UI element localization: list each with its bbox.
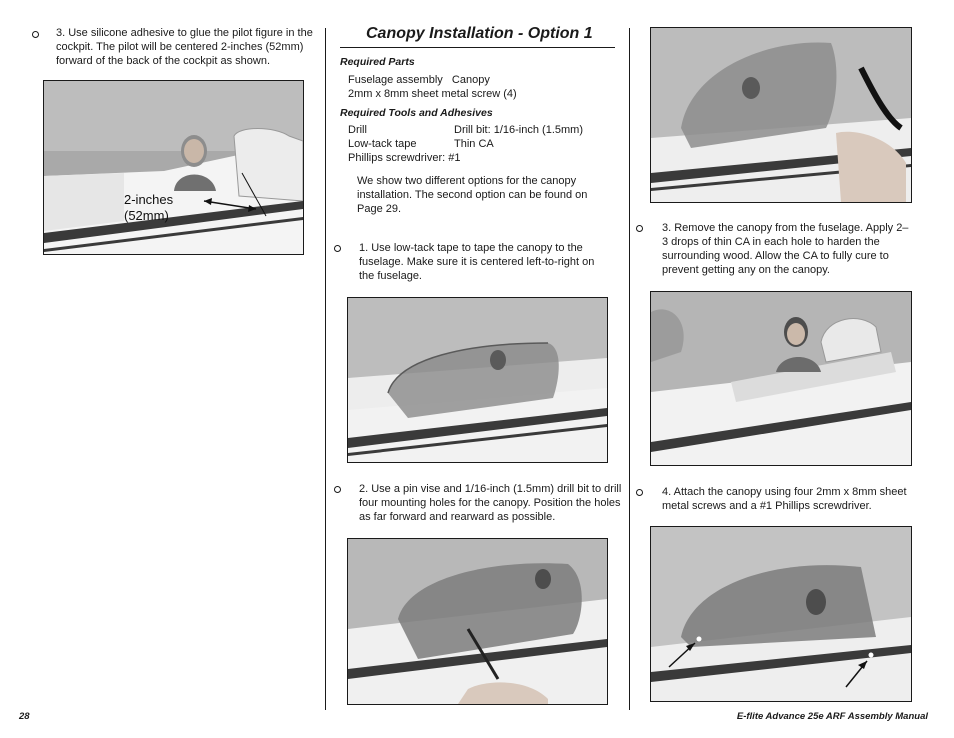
photo-canopy-taped (347, 297, 608, 463)
photo-ca-applied (650, 291, 912, 466)
manual-title: E-flite Advance 25e ARF Assembly Manual (736, 711, 928, 722)
column-divider-left (325, 28, 326, 710)
photo-canopy-drilled-top (650, 27, 912, 203)
tool-left: Drill (348, 124, 367, 136)
right-step-4: 4. Attach the canopy using four 2mm x 8mm sheet metal screws and a #1 Phillips screwdriver. (662, 486, 907, 512)
left-step-3: 3. Use silicone adhesive to glue the pilot figure in the cockpit. The pilot will be centered 2-inches (52mm) forward of the back of the cockpit as shown. (56, 27, 313, 67)
middle-step-1: 1. Use low-tack tape to tape the canopy to the fuselage. Make sure it is centered left-to-right on the fuselage. (359, 242, 595, 282)
middle-step-2: 2. Use a pin vise and 1/16-inch (1.5mm) drill bit to drill four mounting holes for the canopy. Position the holes as far forward and rearward as possible. (359, 483, 622, 523)
tool-right: Drill bit: 1/16-inch (1.5mm) (454, 124, 583, 136)
tool-left: Low-tack tape (348, 138, 417, 150)
page-number: 28 (19, 711, 30, 722)
intro-text: We show two different options for the canopy installation. The second option can be found on Page 29. (357, 175, 588, 215)
parts-item: 2mm x 8mm sheet metal screw (4) (348, 88, 517, 100)
checkbox-bullet[interactable] (636, 489, 643, 496)
checkbox-bullet[interactable] (636, 225, 643, 232)
required-parts-label: Required Parts (340, 56, 415, 68)
checkbox-bullet[interactable] (32, 31, 39, 38)
column-divider-right (629, 28, 630, 710)
tool-right: Thin CA (454, 138, 494, 150)
parts-item: Fuselage assembly Canopy (348, 74, 490, 86)
section-title: Canopy Installation - Option 1 (366, 25, 593, 42)
checkbox-bullet[interactable] (334, 486, 341, 493)
tool-left: Phillips screwdriver: #1 (348, 152, 461, 164)
checkbox-bullet[interactable] (334, 245, 341, 252)
photo-canopy-attached (650, 526, 912, 702)
required-tools-label: Required Tools and Adhesives (340, 107, 493, 119)
right-step-3: 3. Remove the canopy from the fuselage. Apply 2–3 drops of thin CA in each hole to harden the surrounding wood. Allow the CA to fully cure to prevent getting any on the canopy. (662, 222, 909, 276)
title-underline (340, 47, 615, 48)
photo-caption-line1: 2-inches (124, 192, 174, 207)
photo-pilot-placement (43, 80, 304, 255)
photo-caption-line2: (52mm) (124, 208, 169, 223)
photo-drilling-holes (347, 538, 608, 705)
